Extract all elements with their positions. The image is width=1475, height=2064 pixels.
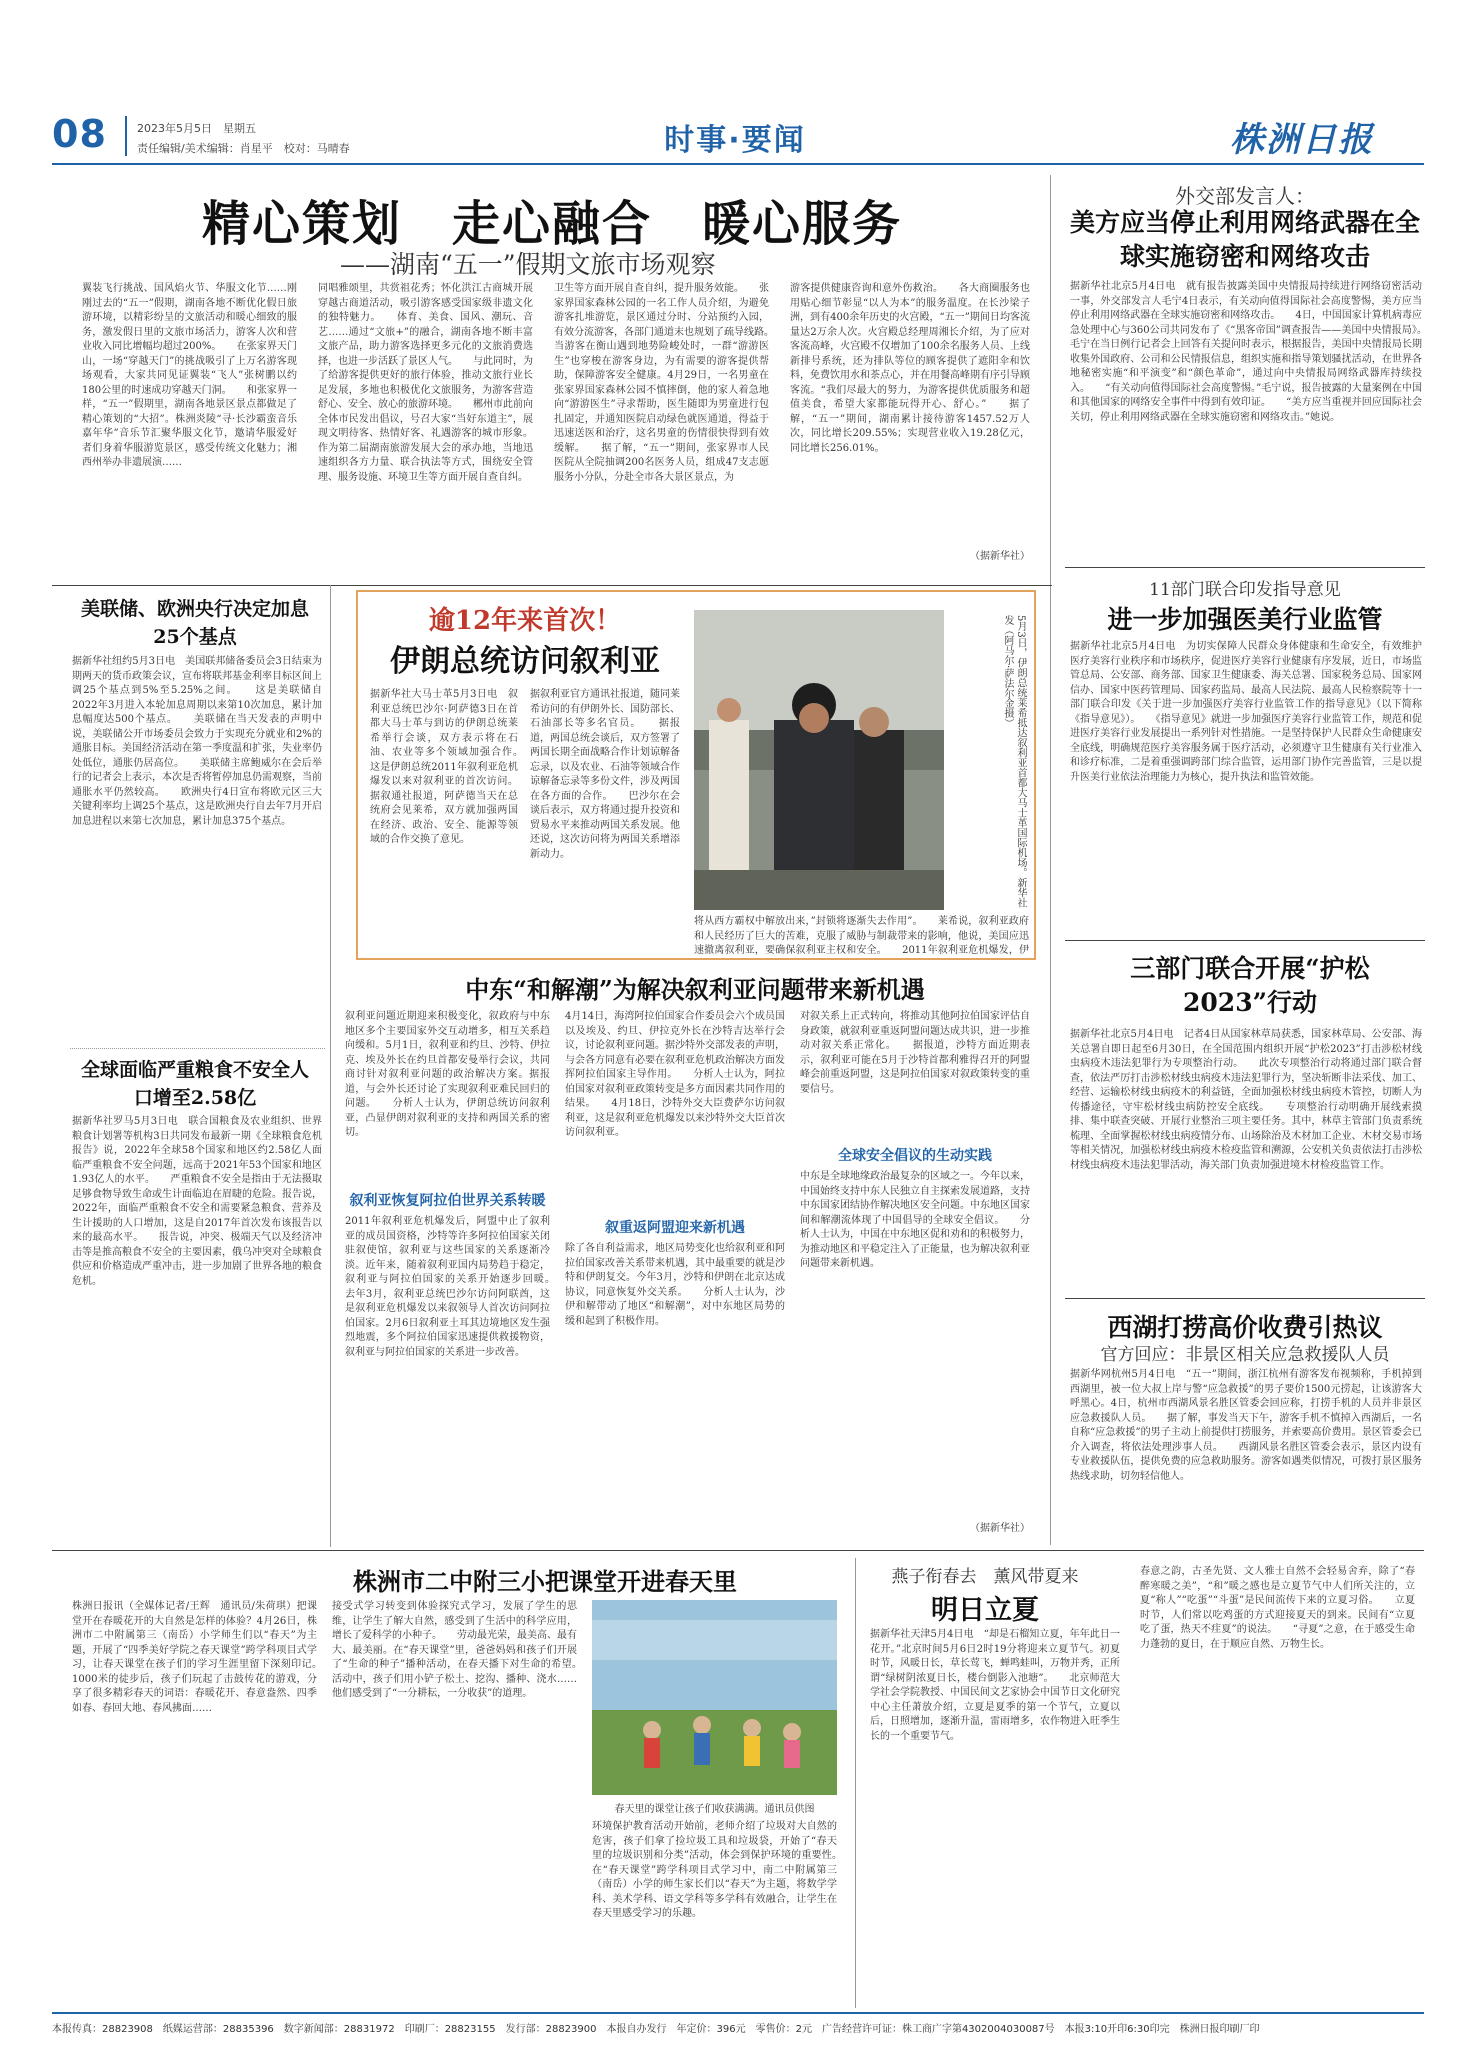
xihu-headline: 西湖打捞高价收费引热议 [1107,1313,1383,1342]
mideast-sub-3: 全球安全倡议的生动实践 [838,1148,992,1164]
mideast-column-3: 对叙关系上正式转向，将推动其他阿拉伯国家评估自身政策，就叙利亚重返阿盟问题达成共识，进一步推动对叙关系正常化。 据报道，沙特方面近期表示，叙利亚可能在5月于沙特首都利雅得召开的阿盟峰会前重返阿盟，这是阿拉伯国家对叙政策转变的重要信号。 [800,1011,1030,1095]
school-column-1: 株洲日报讯（全媒体记者/王辉 通讯员/朱荷琪）把课堂开在春暖花开的大自然是怎样的体验？4月26日，株洲市二中附属第三（南岳）小学师生们以“春天”为主题，开展了“四季美好学院之春天课堂”跨学科项目式学习，让春天课堂在孩子们的学习生涯里留下深刻印记。 1000米的徒步后，孩子们玩起了击鼓传花的游戏，分享了很多精彩春天的词语：春暖花开、春意盎然、四季如春、春回大地、春风拂面…… [72,1601,317,1714]
lixia-kicker: 燕子衔春去 薰风带夏来 [891,1567,1079,1587]
school-column-2: 接受式学习转变到体验探究式学习，发展了学生的思维，让学生了解大自然，感受到了生活中的科学应用，增长了爱科学的小种子。 劳动最光荣，最美高、最有大、最美丽。在“春天课堂”里，爸爸妈妈和孩子们开展了“生命的种子”播种活动，在春天播下对生命的希望。 活动中，孩子们用小铲子松土、挖沟、播种、浇水……他们感受到了“一分耕耘，一分收获”的道理。 [332,1601,577,1699]
iran-headline: 伊朗总统访问叙利亚 [390,644,660,679]
lixia-column-2: 春意之韵，古圣先贤、文人雅士自然不会轻易舍弃，除了“春醉寒暖之美”，“和”暖之感也是立夏节气中人们所关注的，立夏“称人”“吃蛋”“斗蛋”是民间流传下来的立夏习俗。 立夏时节，人们常以吃鸡蛋的方式迎接夏天的到来。民间有“立夏吃了蛋，热天不疰夏”的说法。 “寻夏”之意，在于感受生命力蓬勃的夏日，在于顺应自然、万物生长。 [1140,1566,1415,1650]
mideast-sub-1: 叙利亚恢复阿拉伯世界关系转暖 [349,1193,546,1209]
mideast-agency: （据新华社） [970,1523,1030,1534]
iran-bottom-text: 将从西方霸权中解放出来，”封锁将逐渐失去作用”。 莱希说，叙利亚政府和人民经历了巨大的苦难，克服了威胁与制裁带来的影响，他说，美国应迅速撤离叙利亚，要确保叙利亚主权和安全。 2011年叙利亚危机爆发，伊 [694,916,1029,955]
mideast-column-1: 叙利亚问题近期迎来积极变化，叙政府与中东地区多个主要国家外交互动增多，相互关系趋向缓和。5月1日，叙利亚和约旦、沙特、伊拉克、埃及外长在约旦首都安曼举行会议，共同商讨针对叙利亚问题的政治解决方案。据报道，与会外长还讨论了实现叙利亚难民回归的问题。 分析人士认为，伊朗总统访问叙利亚，凸显伊朗对叙利亚的支持和两国关系的密切。 [345,1011,550,1138]
iran-photo [694,610,944,910]
mfa-kicker: 外交部发言人： [1175,184,1315,208]
xihu-subtitle: 官方回应：非景区相关应急救援队人员 [1100,1345,1390,1365]
editors-line: 责任编辑/美术编辑：肖星平 校对：马晴春 [137,142,350,155]
school-photo-caption: 春天里的课堂让孩子们收获满满。通讯员供图 [614,1804,815,1815]
lead-column-4: 游客提供健康咨询和意外伤救治。 各大商圈服务也用贴心细节彰显“以人为本”的服务温度。在长沙梁子洲，到有400余年历史的火宫殿，“五一”期间日均客流量达2万余人次。火宫殿总经理周湘长介绍，为了应对客流高峰，火宫殿不仅增加了100余名服务人员、上线新排号系统，还为排队等位的顾客提供了遮阳伞和饮料，免费饮用水和茶点心，并在用餐高峰期有序引导顾客流。“我们尽最大的努力，为游客提供优质服务和超值美食，希望大家都能玩得开心、舒心。” 据了解，“五一”期间，湖南累计接待游客1457.52万人次，同比增长209.55%；实现营业收入19.28亿元，同比增长256.01%。 [790,283,1030,454]
mideast-headline: 中东“和解潮”为解决叙利亚问题带来新机遇 [465,975,925,1004]
mideast-column-2: 4月14日，海湾阿拉伯国家合作委员会六个成员国以及埃及、约旦、伊拉克外长在沙特吉达举行会议，讨论叙利亚问题。据沙特外交部发表的声明，与会各方同意有必要在叙利亚危机政治解决方面发挥阿拉伯国家主导作用。 分析人士认为，阿拉伯国家对叙利亚政策转变是多方面因素共同作用的结果。 4月18日，沙特外交大臣费萨尔访问叙利亚，这是叙利亚危机爆发以来沙特外交大臣首次访问叙利亚。 [565,1011,785,1138]
husong-body: 据新华社北京5月4日电 记者4日从国家林草局获悉，国家林草局、公安部、海关总署自即日起至6月30日，在全国范围内组织开展“护松2023”打击涉松材线虫病疫木违法犯罪行为专项整治行动。 此次专项整治行动将通过部门联合督查，依法严厉打击涉松材线虫病疫木违法犯罪行为，坚决斩断非法采伐、加工、经营、运输松材线虫病疫木的利益链，全面加强松材线虫病疫木管控，切断人为传播途径，守牢松材线虫病防控安全底线。 专项整治行动明确开展线索摸排、集中联查突破、开展行业整治三项主要任务。其中，林草主管部门负责系统梳理、全面掌握松材线虫病疫情分布、山场除治及木材加工企业、木材交易市场等相关情况，加强松材线虫病疫木检疫监管和溯源，公安机关负责依法打击涉松材线虫病疫木违法犯罪活动，海关部门负责加强进境木材检疫监管工作。 [1070,1029,1422,1171]
medbeauty-headline: 进一步加强医美行业监管 [1107,605,1383,634]
page-number: 08 [52,112,107,156]
medbeauty-body: 据新华社北京5月4日电 为切实保障人民群众身体健康和生命安全，有效维护医疗美容行业秩序和市场秩序，促进医疗美容行业健康有序发展，近日，市场监管总局、公安部、商务部、国家卫生健康委、海关总署、国家税务总局、国家网信办、国家中医药管理局、国家药监局、最高人民法院、最高人民检察院等十一部门联合印发《关于进一步加强医疗美容行业监管工作的指导意见》（以下简称《指导意见》）。 《指导意见》就进一步加强医疗美容行业监管工作，规范和促进医疗美容行业发展提出一系列针对性措施。一是坚持保护人民群众生命健康安全底线，明确规范医疗美容服务属于医疗活动，必须遵守卫生健康有关行业准入和诊疗标准，二是着重强调跨部门综合监管，运用部门协作完善监管，三是以提升医美行业依法治理能力为核心，提升执法和监管效能。 [1070,641,1422,783]
mideast-column-3b: 中东是全球地缘政治最复杂的区域之一。今年以来，中国始终支持中东人民独立自主探索发展道路，支持中东国家团结协作解决地区安全问题。中东地区国家间和解潮流体现了中国倡导的全球安全倡议。 分析人士认为，中国在中东地区促和劝和的积极努力，为推动地区和平稳定注入了正能量，也为解决叙利亚问题带来新机遇。 [800,1171,1030,1269]
mideast-sub-2: 叙重返阿盟迎来新机遇 [605,1220,745,1236]
iran-column-2: 据叙利亚官方通讯社报道，随同莱希访问的有伊朗外长、国防部长、石油部长等多名官员。 据报道，两国总统会谈后，双方签署了两国长期全面战略合作计划谅解备忘录，以及农业、石油等领域合作谅解备忘录等多份文件，涉及两国在各方面的合作。 巴沙尔在会谈后表示，双方将通过提升投资和贸易水平来推动两国关系发展。他还说，这次访问将为两国关系增添新动力。 [530,689,680,860]
school-column-3: 环境保护教育活动开始前，老师介绍了垃圾对大自然的危害，孩子们拿了捡垃圾工具和垃圾袋，开始了“春天里的垃圾识别和分类”活动，体会到保护环境的重要性。 在“春天课堂”跨学科项目式学习中，南二中附属第三（南岳）小学的师生家长们以“春天”为主题，将数学学科、美术学科、语文学科等多学科有效融合，让学生在春天里感受学习的乐趣。 [592,1821,837,1919]
paper-logo: 株洲日报 [1230,120,1374,160]
lixia-headline: 明日立夏 [931,1595,1039,1626]
food-headline: 全球面临严重粮食不安全人口增至2.58亿 [80,1059,309,1109]
mfa-headline: 美方应当停止利用网络武器在全球实施窃密和网络攻击 [1070,208,1421,271]
iran-column-1: 据新华社大马士革5月3日电 叙利亚总统巴沙尔·阿萨德3日在首都大马士革与到访的伊朗总统莱希举行会谈，双方表示将在石油、农业等多个领域加强合作。 这是伊朗总统2011年叙利亚危机爆发以来对叙利亚的首次访问。据叙通社报道，阿萨德当天在总统府会见莱希，双方就加强两国在经济、政治、安全、能源等领域的合作交换了意见。 [370,689,518,845]
mideast-column-2b: 除了各自利益需求，地区局势变化也给叙利亚和阿拉伯国家改善关系带来机遇，其中最重要的就是沙特和伊朗复交。今年3月，沙特和伊朗在北京达成协议，同意恢复外交关系。 分析人士认为，沙伊和解带动了地区“和解潮”，对中东地区局势的缓和起到了积极作用。 [565,1243,785,1327]
lead-headline: 精心策划 走心融合 暖心服务 [201,196,902,252]
issue-date: 2023年5月5日 星期五 [137,122,256,135]
fed-body: 据新华社纽约5月3日电 美国联邦储备委员会3日结束为期两天的货币政策会议，宣布将联邦基金利率目标区间上调25个基点到5%至5.25%之间。 这是美联储自2022年3月进入本轮加息周期以来第10次加息，累计加息幅度达500个基点。 美联储在当天发表的声明中说，美联储公开市场委员会致力于实现充分就业和2%的通胀目标。美国经济活动在第一季度温和扩张，失业率仍处低位，通胀仍居高位。 美联储主席鲍威尔在会后举行的记者会上表示，本次是否将暂停加息仍需观察，当前通胀水平仍然较高。 欧洲央行4日宣布将欧元区三大关键利率均上调25个基点，这是欧洲央行自去年7月开启加息进程以来第七次加息，累计加息375个基点。 [72,656,322,827]
section-title: 时事·要闻 [664,123,806,158]
iran-kicker: 逾12年来首次！ [428,606,622,636]
lead-column-3: 卫生等方面开展自查自纠，提升服务效能。 张家界国家森林公园的一名工作人员介绍，为避免游客扎堆游览，景区通过分时、分站预约入园，有效分流游客，各部门通道末也规划了疏导线路。 当游客在衡山遇到地势险峻处时，一群“游游医生”也穿梭在游客身边，为有需要的游客提供帮助，保障游客安全健康。4月29日，一名男童在张家界国家森林公园不慎摔倒，他的家人着急地向“游游医生”寻求帮助，医生随即为男童进行包扎固定，并通知医院启动绿色就医通道，得益于迅速送医和治疗，这名男童的伤情很快得到有效缓解。 据了解，“五一”期间，张家界市人民医院从全院抽调200名医务人员，组成47支志愿服务小分队，分赴全市各大景区景点，为 [554,283,769,483]
fed-headline: 美联储、欧洲央行决定加息25个基点 [80,598,309,648]
school-photo [592,1600,837,1795]
mideast-column-1b: 2011年叙利亚危机爆发后，阿盟中止了叙利亚的成员国资格，沙特等许多阿拉伯国家关闭驻叙使馆，叙利亚与这些国家的关系逐渐冷淡。近年来，随着叙利亚国内局势趋于稳定，叙利亚与阿拉伯国家的关系开始逐步回暖。 去年3月，叙利亚总统巴沙尔访问阿联酋，这是叙利亚危机爆发以来叙领导人首次访问阿拉伯国家。2月6日叙利亚土耳其边境地区发生强烈地震，多个阿拉伯国家迅速提供救援物资，叙利亚与阿拉伯国家的关系进一步改善。 [345,1216,550,1358]
lead-column-2: 同唱雅颂里，共赏祖花秀；怀化洪江古商城开展穿越古商道活动，吸引游客感受国家级非遗文化的独特魅力。 体育、美食、国风、潮玩、音艺……通过“文旅+”的融合，湖南各地不断丰富文旅产品，助力游客选择更多元化的文旅消费选择，也进一步活跃了景区人气。 与此同时，为了给游客提供更好的旅行体验，推动文旅行业长足发展，多地也积极优化文旅服务，为游客营造舒心、安全、放心的旅游环境。 郴州市此前向全体市民发出倡议，号召大家“当好东道主”，展现文明待客、热情好客、礼遇游客的城市形象。作为第二届湖南旅游发展大会的承办地，当地迅速组织各方力量、联合执法等方式，围绕安全管理、服务设施、环境卫生等方面开展自查自纠。 [318,283,533,483]
footer-info: 本报传真：28823908 纸媒运营部：28835396 数字新闻部：28831972 印刷厂：28823155 发行部：28823900 本报自办发行 年定价：396元 零售价：2元 广告经营许可证：株工商广字第4302004030087号 本报3:10开印6:30印完 株洲日报印刷厂印 [52,2024,1260,2035]
mfa-body: 据新华社北京5月4日电 就有报告披露美国中央情报局持续进行网络窃密活动一事，外交部发言人毛宁4日表示，有关动向值得国际社会高度警惕，美方应当停止利用网络武器在全球实施窃密和网络攻击。 4日，中国国家计算机病毒应急处理中心与360公司共同发布了《“黑客帝国”调查报告——美国中央情报局》。 毛宁在当日例行记者会上回答有关提问时表示，根据报告，美国中央情报局长期收集外国政府、公司和公民情报信息，组织实施和指导策划骚扰活动，在世界各地秘密实施“和平演变”和“颜色革命”，通过向中央情报局网络武器库持续投入。 “有关动向值得国际社会高度警惕。”毛宁说，报告披露的大量案例在中国和其他国家的网络安全事件中得到有效印证。 “美方应当重视并回应国际社会关切，停止利用网络武器在全球实施窃密和网络攻击。”她说。 [1070,281,1422,423]
husong-headline: 三部门联合开展“护松2023”行动 [1130,954,1370,1017]
lead-subtitle: ——湖南“五一”假期文旅市场观察 [340,250,716,279]
lead-agency: （据新华社） [970,551,1030,562]
food-body: 据新华社罗马5月3日电 联合国粮食及农业组织、世界粮食计划署等机构3日共同发布最新一期《全球粮食危机报告》说，2022年全球58个国家和地区约2.58亿人面临严重粮食不安全问题，远高于2021年53个国家和地区1.93亿人的水平。 严重粮食不安全是指由于无法摄取足够食物导致生命或生计面临迫在眉睫的危险。报告说，2022年，面临严重粮食不安全和需要紧急粮食、营养及生计援助的人口增加，这是自2017年首次发布该报告以来的最高水平。 报告说，冲突、极端天气以及经济冲击等是推高粮食不安全的主要因素，俄乌冲突对全球粮食供应和价格造成严重冲击，进一步加剧了世界各地的粮食危机。 [72,1116,322,1287]
school-headline: 株洲市二中附三小把课堂开进春天里 [353,1567,737,1596]
lead-column-1: 翼装飞行挑战、国风焰火节、华服文化节……刚刚过去的“五一”假期，湖南各地不断优化假日旅游环境，以精彩纷呈的文旅活动和暖心细致的服务，激发假日里的文旅市场活力，游客人次和营业收入同比增幅均超过200%。 在张家界天门山，一场“穿越天门”的挑战吸引了上万名游客现场观看，大家共同见证翼装“飞人”张树鹏以约180公里的时速成功穿越天门洞。 和张家界一样，“五一”假期里，湖南各地景区景点都做足了精心策划的“大招”。株洲炎陵“寻·长沙霸蛮音乐嘉年华”音乐节汇聚华服文化节，邀请华服爱好者们身着华服游览景区，感受传统文化魅力；湘西州举办非遗展演…… [82,283,297,468]
iran-photo-caption: 5月3日，伊朗总统莱希抵达叙利亚首都大马士革国际机场。新华社发（阿马尔·萨法尔金摄） [1002,615,1026,908]
xihu-body: 据新华网杭州5月4日电 “五一”期间，浙江杭州有游客发布视频称，手机掉到西湖里，被一位大叔上岸与警“应急救援”的男子要价1500元捞起，让该游客大呼黑心。4日，杭州市西湖风景名胜区管委会回应称，打捞手机的人员并非景区应急救援队人员。 据了解，事发当天下午，游客手机不慎掉入西湖后，一名自称“应急救援”的男子主动上前提供打捞服务，并索要高价费用。景区管委会已介入调查，将依法处理涉事人员。 西湖风景名胜区管委会表示，景区内设有专业救援队伍，提供免费的应急救助服务。游客如遇类似情况，可拨打景区服务热线求助，切勿轻信他人。 [1070,1369,1422,1482]
medbeauty-kicker: 11部门联合印发指导意见 [1149,580,1341,600]
lixia-column-1: 据新华社天津5月4日电 “却是石榴知立夏，年年此日一花开。”北京时间5月6日2时19分将迎来立夏节气。初夏时节，风暖日长，草长莺飞，蝉鸣蛙叫，万物并秀，正所谓“绿树阴浓夏日长，楼台倒影入池塘”。 北京师范大学社会学院教授、中国民间文艺家协会中国节日文化研究中心主任萧放介绍，立夏是夏季的第一个节气，立夏以后，日照增加，逐渐升温，雷雨增多，农作物进入旺季生长的一个重要节气。 [870,1629,1120,1742]
